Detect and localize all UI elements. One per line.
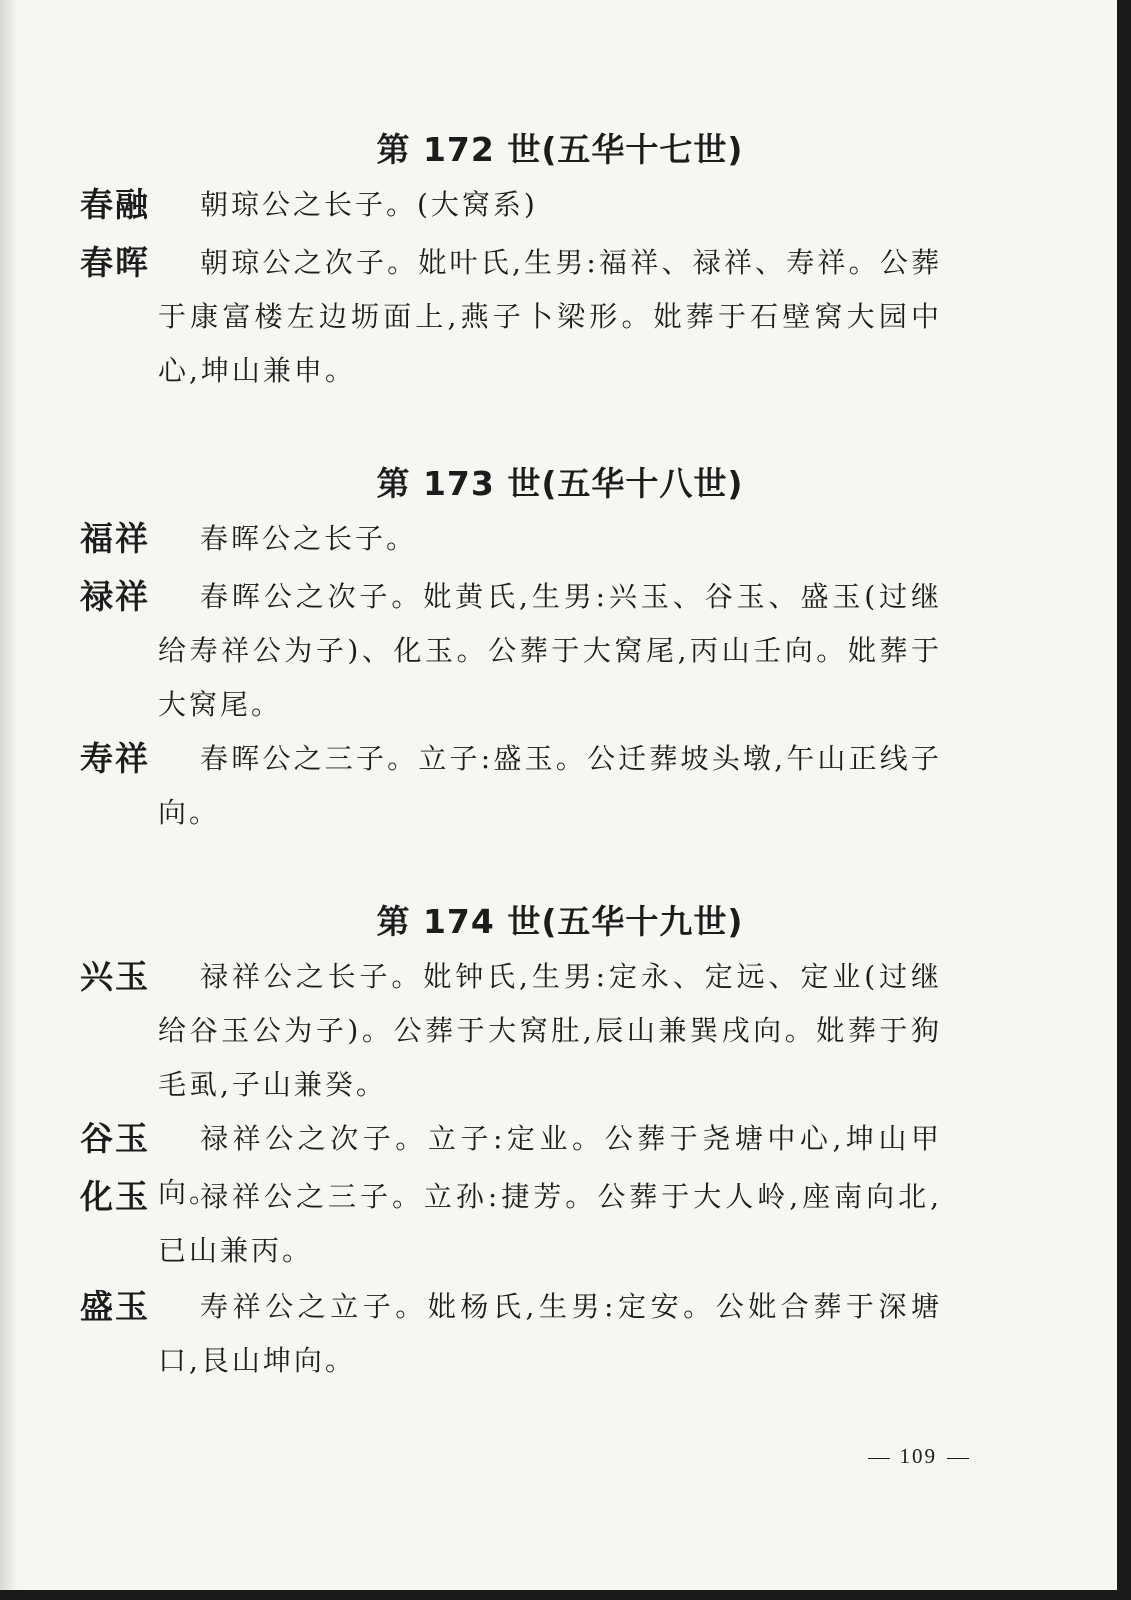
entry-xingyu: [80, 950, 1020, 1112]
entry-name: 盛玉: [80, 1287, 150, 1326]
page-content: [80, 0, 1040, 1600]
entry-text: 春晖公之长子。: [200, 522, 418, 555]
entry-chunhui: [80, 236, 1020, 398]
entry-shouxiang: [80, 732, 1020, 840]
page-gutter-shadow: [0, 0, 18, 1600]
generation-heading-174: 第 174 世(五华十九世): [376, 902, 744, 941]
entry-name: 化玉: [80, 1177, 150, 1216]
entry-huayu: [80, 1170, 1020, 1278]
entry-text: 朝琼公之长子。(大窝系): [200, 188, 538, 221]
entry-shengyu: [80, 1280, 1020, 1388]
entry-fuxiang: [80, 512, 1020, 566]
scan-border-right: [1117, 0, 1131, 1600]
dash-right: [947, 1458, 969, 1459]
entry-name: 春融: [80, 185, 150, 224]
entry-name: 禄祥: [80, 577, 150, 616]
generation-heading-173: 第 173 世(五华十八世): [376, 464, 744, 503]
dash-left: [868, 1458, 890, 1459]
entry-text: 春晖公之次子。妣黄氏,生男:兴玉、谷玉、盛玉(过继给寿祥公为子)、化玉。公葬于大窝尾,丙山壬向。妣葬于大窝尾。: [158, 580, 942, 721]
entry-luxiang: [80, 570, 1020, 732]
entry-name: 春晖: [80, 243, 150, 282]
generation-heading-172: 第 172 世(五华十七世): [376, 130, 744, 169]
entry-name: 兴玉: [80, 957, 150, 996]
entry-name: 寿祥: [80, 739, 150, 778]
entry-text: 禄祥公之三子。立孙:捷芳。公葬于大人岭,座南向北,已山兼丙。: [158, 1180, 942, 1267]
entry-text: 春晖公之三子。立子:盛玉。公迁葬坡头墩,午山正线子向。: [158, 742, 942, 829]
entry-name: 谷玉: [80, 1119, 150, 1158]
entry-text: 禄祥公之长子。妣钟氏,生男:定永、定远、定业(过继给谷玉公为子)。公葬于大窝肚,辰山兼巽戌向。妣葬于狗毛虱,子山兼癸。: [158, 960, 942, 1101]
entry-name: 福祥: [80, 519, 150, 558]
entry-text: 禄祥公之次子。立子:定业。公葬于尧塘中心,坤山甲向。: [158, 1122, 942, 1209]
entry-text: 寿祥公之立子。妣杨氏,生男:定安。公妣合葬于深塘口,艮山坤向。: [158, 1290, 942, 1377]
page-number-value: 109: [899, 1444, 937, 1468]
page-number: [858, 1444, 980, 1469]
entry-chunrong: [80, 178, 1020, 232]
entry-text: 朝琼公之次子。妣叶氏,生男:福祥、禄祥、寿祥。公葬于康富楼左边坜面上,燕子卜梁形。妣葬于石壁窝大园中心,坤山兼申。: [158, 246, 942, 387]
